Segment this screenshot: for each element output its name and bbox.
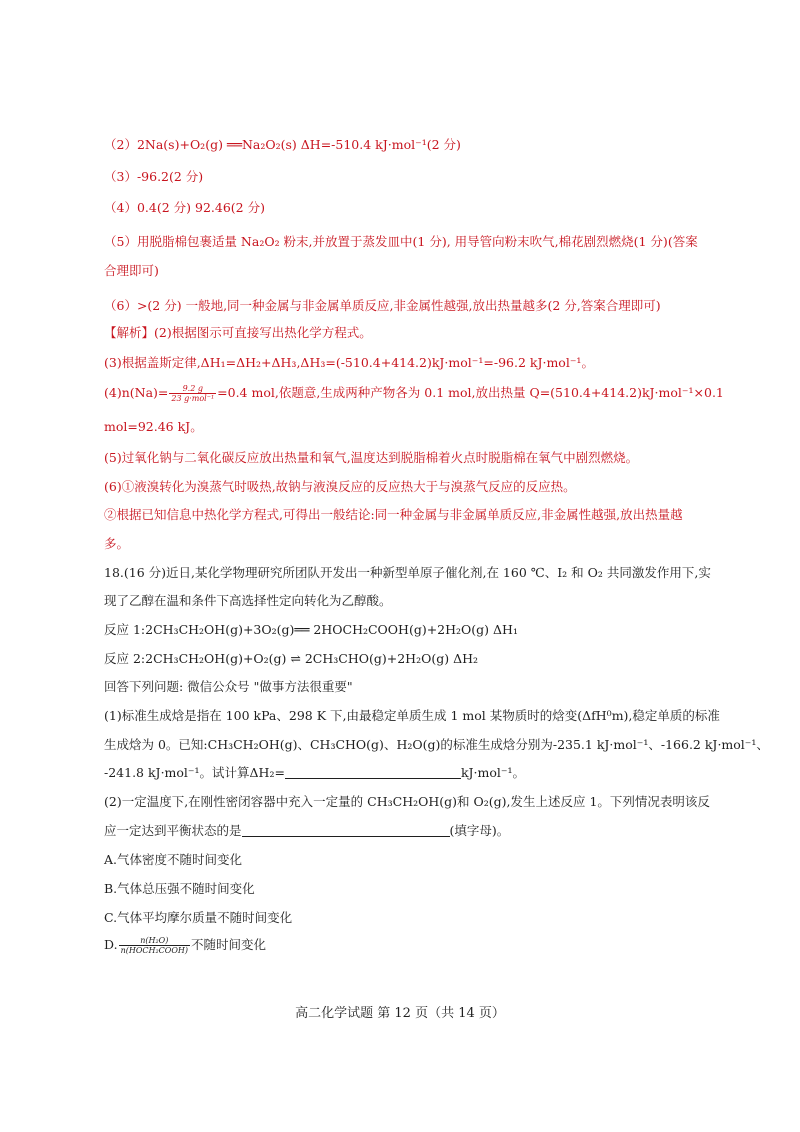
option-d <box>104 936 266 955</box>
part-1-line2: 生成焓为 0。已知:CH₃CH₂OH(g)、CH₃CHO(g)、H₂O(g)的标准生成焓分别为-235.1 kJ·mol⁻¹、-166.2 kJ·mol⁻¹、 <box>104 737 769 752</box>
question-18-line1: 18.(16 分)近日,某化学物理研究所团队开发出一种新型单原子催化剂,在 160 ℃、I₂ 和 O₂ 共同激发作用下,实 <box>104 565 711 580</box>
option-d-suffix: 不随时间变化 <box>191 937 267 952</box>
option-d-prefix: D. <box>104 937 118 952</box>
answer-2: （2）2Na(s)+O₂(g) ══Na₂O₂(s) ΔH=-510.4 kJ·mol⁻¹(2 分) <box>104 137 461 152</box>
answer-5-line2: 合理即可) <box>104 263 159 278</box>
part-1-line3-suffix: kJ·mol⁻¹。 <box>460 765 525 780</box>
part-1-line3-prefix: -241.8 kJ·mol⁻¹。试计算ΔH₂= <box>104 765 285 780</box>
option-a: A.气体密度不随时间变化 <box>104 852 243 867</box>
page-footer: 高二化学试题 第 12 页（共 14 页） <box>295 1006 505 1021</box>
part-2-line2-prefix: 应一定达到平衡状态的是 <box>104 823 242 838</box>
analysis-line-4: mol=92.46 kJ。 <box>104 419 203 434</box>
reaction-2: 反应 2:2CH₃CH₂OH(g)+O₂(g) ⇌ 2CH₃CHO(g)+2H₂O(g) ΔH₂ <box>104 651 479 666</box>
answer-prompt: 回答下列问题: 微信公众号 "做事方法很重要" <box>104 679 353 694</box>
answer-4: （4）0.4(2 分) 92.46(2 分) <box>104 200 265 215</box>
moles-fraction <box>169 384 216 403</box>
reaction-1: 反应 1:2CH₃CH₂OH(g)+3O₂(g)══ 2HOCH₂COOH(g)+2H₂O(g) ΔH₁ <box>104 622 518 637</box>
part-2-line1: (2)一定温度下,在刚性密闭容器中充入一定量的 CH₃CH₂OH(g)和 O₂(g),发生上述反应 1。下列情况表明该反 <box>104 794 710 809</box>
answer-6: （6）>(2 分) 一般地,同一种金属与非金属单质反应,非金属性越强,放出热量越多(2 分,答案合理即可) <box>104 298 661 313</box>
analysis-line-3-prefix: (4)n(Na)= <box>104 385 169 400</box>
analysis-line-5: (5)过氧化钠与二氧化碳反应放出热量和氧气,温度达到脱脂棉着火点时脱脂棉在氧气中剧烈燃烧。 <box>104 450 639 465</box>
part-1-line1: (1)标准生成焓是指在 100 kPa、298 K 下,由最稳定单质生成 1 mol 某物质时的焓变(ΔfH⁰m),稳定单质的标准 <box>104 708 720 723</box>
ratio-numerator: n(H₂O) <box>119 936 190 946</box>
ratio-denominator: n(HOCH₂COOH) <box>120 946 189 955</box>
part-1-line3 <box>104 764 525 782</box>
ratio-fraction <box>119 936 190 955</box>
answer-blank-equilibrium[interactable] <box>242 824 450 837</box>
part-2-line2 <box>104 822 509 840</box>
analysis-line-6: (6)①液溴转化为溴蒸气时吸热,故钠与液溴反应的反应热大于与溴蒸气反应的反应热。 <box>104 479 576 494</box>
answer-3: （3）-96.2(2 分) <box>104 169 204 184</box>
fraction-numerator: 9.2 g <box>169 384 216 394</box>
part-2-line2-suffix: (填字母)。 <box>449 823 510 838</box>
answer-5-line1: （5）用脱脂棉包裹适量 Na₂O₂ 粉末,并放置于蒸发皿中(1 分), 用导管向粉末吹气,棉花剧烈燃烧(1 分)(答案 <box>104 234 698 249</box>
option-c: C.气体平均摩尔质量不随时间变化 <box>104 910 293 925</box>
analysis-line-1: 【解析】(2)根据图示可直接写出热化学方程式。 <box>104 325 372 340</box>
analysis-line-8: 多。 <box>104 536 130 551</box>
analysis-line-7: ②根据已知信息中热化学方程式,可得出一般结论:同一种金属与非金属单质反应,非金属性越强,放出热量越 <box>104 507 683 522</box>
analysis-line-3 <box>104 384 724 403</box>
analysis-line-3-suffix: =0.4 mol,依题意,生成两种产物各为 0.1 mol,放出热量 Q=(510.4+414.2)kJ·mol⁻¹×0.1 <box>217 385 724 400</box>
analysis-line-2: (3)根据盖斯定律,ΔH₁=ΔH₂+ΔH₃,ΔH₃=(-510.4+414.2)kJ·mol⁻¹=-96.2 kJ·mol⁻¹。 <box>104 355 594 370</box>
answer-blank-delta-h2[interactable] <box>285 766 461 779</box>
question-18-line2: 现了乙醇在温和条件下高选择性定向转化为乙醇酸。 <box>104 593 392 608</box>
option-b: B.气体总压强不随时间变化 <box>104 881 255 896</box>
fraction-denominator: 23 g·mol⁻¹ <box>171 394 215 403</box>
